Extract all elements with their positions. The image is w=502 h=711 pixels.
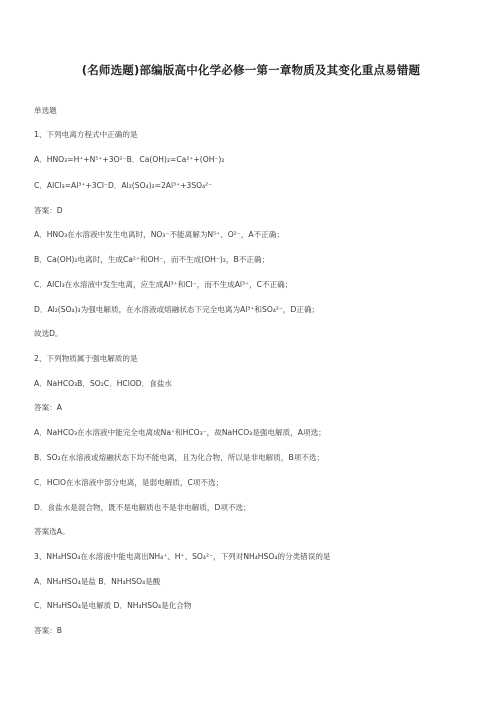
q1-explanation-d: D．Al₂(SO₄)₃为强电解质，在水溶液或熔融状态下完全电离为Al³⁺和SO₄²⁻，D正确； [34, 305, 320, 314]
q1-conclusion: 故选D。 [34, 329, 63, 338]
q3-stem: 3、NH₄HSO₄在水溶液中能电离出NH₄⁺、H⁺、SO₄²⁻，下列对NH₄HSO₄的分类错误的是 [34, 552, 331, 561]
q2-explanation-d: D．食盐水是混合物，既不是电解质也不是非电解质，D项不选； [34, 503, 251, 512]
q1-explanation-a: A．HNO₃在水溶液中发生电离时，NO₃⁻不能离解为N⁵⁺、O²⁻，A不正确； [34, 230, 284, 239]
q2-conclusion: 答案选A。 [34, 527, 70, 536]
q1-answer: 答案：D [34, 206, 63, 215]
q3-options-cd: C．NH₄HSO₄是电解质 D．NH₄HSO₄是化合物 [34, 601, 192, 610]
document-title: (名师选题)部编版高中化学必修一第一章物质及其变化重点易错题 [81, 63, 421, 77]
q1-explanation-c: C．AlCl₃在水溶液中发生电离，应生成Al³⁺和Cl⁻，而不生成Al³⁺，C不正确； [34, 280, 293, 289]
q2-explanation-a: A．NaHCO₃在水溶液中能完全电离成Na⁺和HCO₃⁻，故NaHCO₃是强电解质，A项选； [34, 428, 326, 437]
q2-explanation-b: B．SO₂在水溶液或熔融状态下均不能电离，且为化合物，所以是非电解质，B项不选； [34, 453, 325, 462]
q3-answer: 答案：B [34, 626, 62, 635]
q1-options-cd: C．AlCl₃=Al³⁺+3Cl⁻D．Al₂(SO₄)₃=2Al³⁺+3SO₄²⁻ [34, 181, 213, 190]
q1-stem: 1、下列电离方程式中正确的是 [34, 130, 138, 139]
q3-options-ab: A．NH₄HSO₄是盐 B．NH₄HSO₄是酸 [34, 577, 161, 586]
q2-stem: 2、下列物质属于强电解质的是 [34, 354, 138, 363]
q2-explanation-c: C．HClO在水溶液中部分电离，是弱电解质，C项不选； [34, 478, 224, 487]
q2-answer: 答案：A [34, 403, 62, 412]
q1-options-ab: A．HNO₃=H⁺+N⁵⁺+3O²⁻B．Ca(OH)₂=Ca²⁺+(OH⁻)₂ [34, 155, 225, 164]
section-heading: 单选题 [34, 106, 57, 115]
q1-explanation-b: B．Ca(OH)₂电离时，生成Ca²⁺和OH⁻，而不生成(OH⁻)₂，B不正确； [34, 255, 270, 264]
q2-options: A．NaHCO₃B．SO₂C．HClOD．食盐水 [34, 379, 173, 388]
